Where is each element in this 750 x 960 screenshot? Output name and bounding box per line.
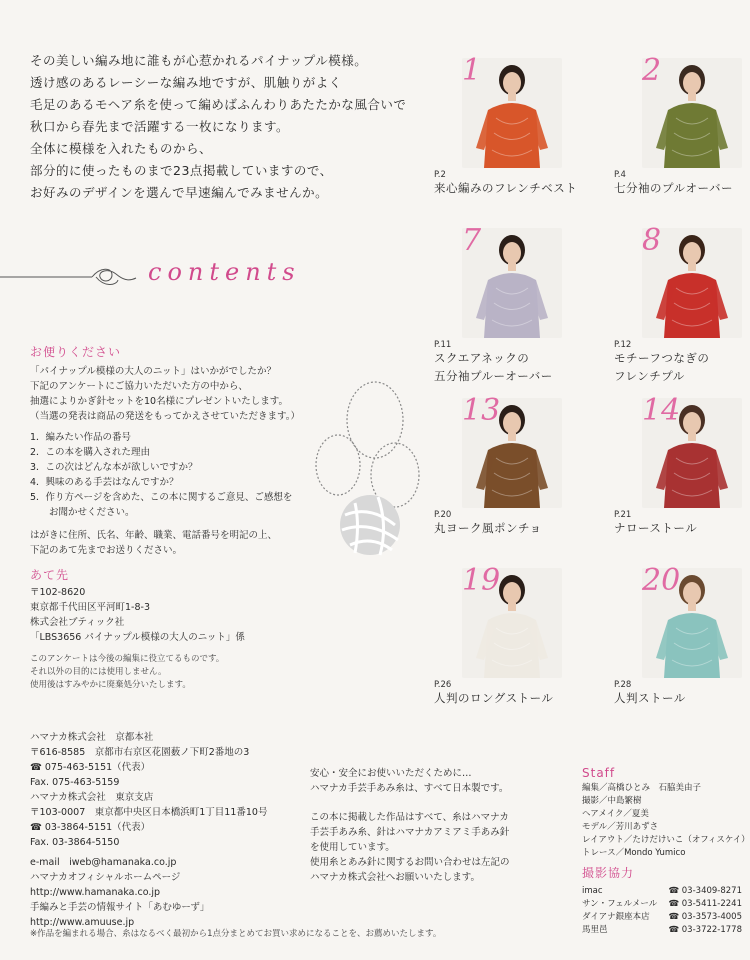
intro-line: 全体に模様を入れたものから、 bbox=[30, 141, 213, 156]
coop-row bbox=[582, 898, 742, 911]
text-line: （当選の発表は商品の発送をもってかえさせていただきます。） bbox=[30, 411, 300, 422]
staff-section bbox=[582, 766, 750, 937]
intro-text bbox=[30, 50, 440, 204]
item-number: 1 bbox=[462, 53, 482, 88]
text-line: ハマナカ株式会社 東京支店 bbox=[30, 792, 154, 803]
address-section bbox=[30, 566, 245, 692]
coop-list bbox=[582, 885, 750, 937]
page-number: P.28 bbox=[614, 680, 632, 690]
text-line: 東京都千代田区平河町1-8-3 bbox=[30, 602, 150, 613]
text-line: 抽選によりかぎ針セットを10名様にプレゼントいたします。 bbox=[30, 396, 288, 407]
cactus-yarn-illustration bbox=[300, 375, 440, 575]
staff-row: トレース／Mondo Yumico bbox=[582, 848, 686, 858]
text-line: 手芸手あみ糸、針はハマナカアミアミ手あみ針 bbox=[310, 827, 510, 838]
staff-row: ヘアメイク／夏美 bbox=[582, 809, 649, 819]
item-title: ナローストール bbox=[614, 521, 698, 535]
item-title: 人判ストール bbox=[614, 691, 686, 705]
text-line: 使用糸とあみ針に関するお問い合わせは左記の bbox=[310, 857, 510, 868]
text-line: ハマナカオフィシャルホームページ bbox=[30, 872, 181, 883]
page-number: P.4 bbox=[614, 170, 626, 180]
intro-line: お好みのデザインを選んで早速編んでみませんか。 bbox=[30, 185, 329, 200]
web-info bbox=[30, 855, 209, 930]
item-title: 丸ヨーク風ポンチョ bbox=[434, 521, 542, 535]
item-number: 13 bbox=[462, 393, 501, 428]
text-line: ハマナカ手芸手あみ糸は、すべて日本製です。 bbox=[310, 783, 509, 794]
page-number: P.26 bbox=[434, 680, 452, 690]
coop-name: ダイアナ銀座本店 bbox=[582, 912, 650, 922]
item-number: 8 bbox=[642, 223, 662, 258]
coop-tel: ☎ 03-5411-2241 bbox=[668, 899, 742, 909]
item-number: 19 bbox=[462, 563, 501, 598]
feedback-title: お便りください bbox=[30, 345, 122, 359]
text-line: このアンケートは今後の編集に役立てるものです。 bbox=[30, 654, 225, 664]
staff-list bbox=[582, 782, 750, 860]
coop-tel: ☎ 03-3573-4005 bbox=[668, 912, 742, 922]
text-line: 使用後はすみやかに廃棄処分いたします。 bbox=[30, 680, 191, 690]
item-number: 20 bbox=[642, 563, 681, 598]
coop-row bbox=[582, 911, 742, 924]
intro-line: 透け感のあるレーシーな編み地ですが、肌触りがよく bbox=[30, 75, 342, 90]
text-line: ☎ 075-463-5151（代表） bbox=[30, 762, 151, 773]
text-line: 下記のアンケートにご協力いただいた方の中から、 bbox=[30, 381, 248, 392]
page-number: P.2 bbox=[434, 170, 446, 180]
text-line: 「パイナップル模様の大人のニット」はいかがでしたか？ bbox=[30, 366, 277, 377]
item-title: 七分袖のプルオーバー bbox=[614, 181, 733, 195]
item-title: 人判のロングストール bbox=[434, 691, 554, 705]
coop-name: サン・フェルメール bbox=[582, 899, 658, 909]
list-item: 5．作り方ページを含めた、この本に関するご意見、ご感想を bbox=[30, 492, 293, 503]
text-line: ハマナカ株式会社へお願いいたします。 bbox=[310, 872, 481, 883]
flourish-ornament bbox=[0, 262, 150, 292]
feedback-section bbox=[30, 343, 300, 558]
list-item: 4．興味のある手芸はなんですか？ bbox=[30, 477, 179, 488]
coop-tel: ☎ 03-3409-8271 bbox=[668, 886, 742, 896]
text-line: この本に掲載した作品はすべて、糸はハマナカ bbox=[310, 812, 509, 823]
item-number: 7 bbox=[462, 223, 482, 258]
feedback-intro bbox=[30, 364, 300, 424]
item-title: 来心編みのフレンチベスト bbox=[434, 181, 578, 195]
coop-tel: ☎ 03-3722-1778 bbox=[668, 925, 742, 935]
privacy-note bbox=[30, 653, 245, 692]
page-number: P.20 bbox=[434, 510, 452, 520]
item-title: モチーフつなぎの bbox=[614, 351, 710, 365]
staff-row: 編集／高橋ひとみ 石脇美由子 bbox=[582, 783, 702, 793]
list-item: 1．編みたい作品の番号 bbox=[30, 432, 132, 443]
list-item: お聞かせください。 bbox=[30, 507, 135, 518]
item-number: 2 bbox=[642, 53, 662, 88]
address-block bbox=[30, 585, 245, 645]
text-line: 〒616-8585 京都市右京区花園薮ノ下町2番地の3 bbox=[30, 747, 250, 758]
text-line: それ以外の目的には使用しません。 bbox=[30, 667, 167, 677]
list-item: 3．この次はどんな本が欲しいですか？ bbox=[30, 462, 198, 473]
coop-row bbox=[582, 885, 742, 898]
page-number: P.21 bbox=[614, 510, 632, 520]
coop-row bbox=[582, 924, 742, 937]
text-line: 安心・安全にお使いいただくために… bbox=[310, 768, 472, 779]
staff-row: 撮影／中島繁樹 bbox=[582, 796, 642, 806]
staff-row: レイアウト／たけだけいこ（オフィスケイ） bbox=[582, 835, 750, 845]
text-line: Fax. 075-463-5159 bbox=[30, 777, 120, 788]
footer-note: ※作品を編まれる場合、糸はなるべく最初から1点分まとめてお買い求めになることを、お薦めいたします。 bbox=[30, 929, 442, 939]
text-line: 下記のあて先までお送りください。 bbox=[30, 545, 183, 556]
intro-line: 秋口から春先まで活躍する一枚になります。 bbox=[30, 119, 290, 134]
staff-row: モデル／芳川あずさ bbox=[582, 822, 659, 832]
text-line: を使用しています。 bbox=[310, 842, 395, 853]
text-line: 手編みと手芸の情報サイト「あむゆーず」 bbox=[30, 902, 210, 913]
text-line: 「LBS3656 パイナップル模様の大人のニット」係 bbox=[30, 632, 245, 643]
page-number: P.12 bbox=[614, 340, 632, 350]
item-number: 14 bbox=[642, 393, 681, 428]
staff-title: Staff bbox=[582, 766, 616, 780]
text-line: はがきに住所、氏名、年齢、職業、電話番号を明記の上、 bbox=[30, 530, 278, 541]
item-title: スクエアネックの bbox=[434, 351, 530, 365]
text-line: 株式会社ブティック社 bbox=[30, 617, 125, 628]
list-item: 2．この本を購入された理由 bbox=[30, 447, 151, 458]
intro-line: その美しい編み地に誰もが心惹かれるパイナップル模様。 bbox=[30, 53, 368, 68]
text-line: Fax. 03-3864-5150 bbox=[30, 837, 120, 848]
text-line: 〒103-0007 東京都中央区日本橋浜町1丁目11番10号 bbox=[30, 807, 268, 818]
company-info bbox=[30, 730, 267, 850]
url-link[interactable]: http://www.amuuse.jp bbox=[30, 917, 135, 928]
text-line: 〒102-8620 bbox=[30, 587, 86, 598]
text-line: ☎ 03-3864-5151（代表） bbox=[30, 822, 151, 833]
item-title: 五分袖プルーオーバー bbox=[434, 369, 553, 383]
item-title: フレンチプル bbox=[614, 369, 685, 383]
coop-name: imac bbox=[582, 886, 603, 896]
coop-name: 馬里邑 bbox=[582, 925, 608, 935]
page-number: P.11 bbox=[434, 340, 452, 350]
email-text[interactable]: e-mail iweb@hamanaka.co.jp bbox=[30, 857, 177, 868]
text-line: ハマナカ株式会社 京都本社 bbox=[30, 732, 154, 743]
url-link[interactable]: http://www.hamanaka.co.jp bbox=[30, 887, 161, 898]
intro-line: 部分的に使ったものまで23点掲載していますので、 bbox=[30, 163, 333, 178]
questions-list bbox=[30, 430, 300, 520]
coop-title: 撮影協力 bbox=[582, 866, 635, 880]
feedback-closing bbox=[30, 528, 300, 558]
address-title: あて先 bbox=[30, 568, 70, 582]
safety-notice bbox=[310, 766, 510, 885]
intro-line: 毛足のあるモヘア糸を使って編めばふんわりあたたかな風合いで bbox=[30, 97, 407, 112]
contents-heading: contents bbox=[148, 258, 301, 286]
